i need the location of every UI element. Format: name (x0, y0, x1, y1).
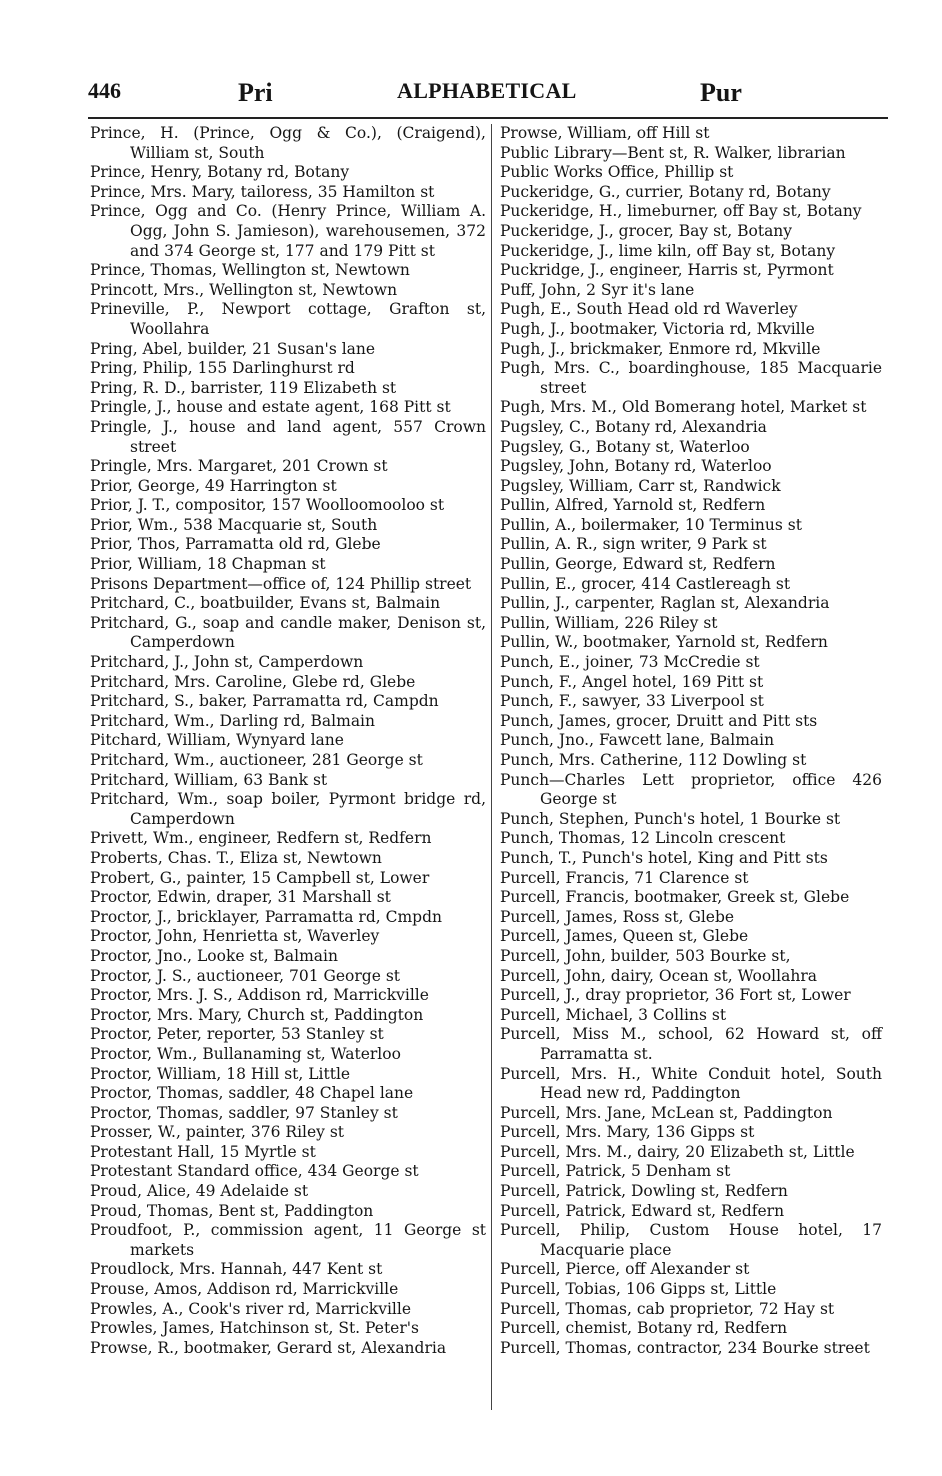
directory-entry: Pugsley, William, Carr st, Randwick (500, 476, 781, 495)
directory-entry: Pugsley, C., Botany rd, Alexandria (500, 417, 767, 436)
directory-entry: Prowse, R., bootmaker, Gerard st, Alexandria (90, 1338, 447, 1357)
directory-entry: Pritchard, Wm., auctioneer, 281 George st (90, 751, 423, 769)
directory-entry: Puckeridge, J., lime kiln, off Bay st, Botany (500, 241, 836, 260)
directory-entry: Pullin, A. R., sign writer, 9 Park st (500, 535, 767, 554)
directory-entry: Punch, T., Punch's hotel, King and Pitt sts (500, 848, 828, 867)
directory-entry: Proctor, Jno., Looke st, Balmain (90, 946, 338, 965)
directory-entry: Puff, John, 2 Syr it's lane (500, 280, 695, 299)
directory-entry: Prior, J. T., compositor, 157 Woolloomooloo st (90, 496, 445, 515)
directory-entry: Pritchard, C., boatbuilder, Evans st, Balmain (90, 594, 441, 613)
directory-entry: Prowles, James, Hatchinson st, St. Peter's (90, 1319, 419, 1338)
directory-entry: Prince, Henry, Botany rd, Botany (90, 163, 350, 182)
directory-entry: Proctor, John, Henrietta st, Waverley (90, 927, 380, 946)
directory-entry: Prior, William, 18 Chapman st (90, 555, 326, 574)
directory-entry: Prince, Mrs. Mary, tailoress, 35 Hamilton st (90, 182, 435, 201)
directory-entry: Prouse, Amos, Addison rd, Marrickville (90, 1280, 399, 1299)
directory-entry: Purcell, Francis, bootmaker, Greek st, Glebe (500, 888, 850, 907)
directory-entry: Punch, Thomas, 12 Lincoln crescent (500, 829, 786, 848)
directory-entry: Pullin, J., carpenter, Raglan st, Alexandria (500, 594, 830, 613)
page-title: ALPHABETICAL (397, 78, 577, 103)
directory-entry: Puckeridge, H., limeburner, off Bay st, Botany (500, 202, 862, 221)
directory-entry: Purcell, Patrick, Dowling st, Redfern (500, 1182, 788, 1201)
directory-entry: Proctor, Mrs. Mary, Church st, Paddington (90, 1005, 424, 1024)
directory-entry: Prior, Wm., 538 Macquarie st, South (90, 515, 378, 534)
directory-entry: Purcell, Mrs. H., White Conduit hotel, South Head new rd, Paddington (500, 1064, 882, 1103)
directory-entry: Pullin, A., boilermaker, 10 Terminus st (500, 515, 802, 534)
directory-entry: Pugsley, John, Botany rd, Waterloo (500, 457, 772, 476)
directory-entry: Punch—Charles Lett proprietor, office 426 George st (500, 770, 882, 809)
directory-entry: Pullin, E., grocer, 414 Castlereagh st (500, 574, 791, 593)
directory-entry: Prior, George, 49 Harrington st (90, 476, 337, 495)
directory-entry: Pritchard, Mrs. Caroline, Glebe rd, Glebe (90, 672, 416, 691)
directory-entry: Purcell, Mrs. Mary, 136 Gipps st (500, 1123, 755, 1142)
directory-entry: Proberts, Chas. T., Eliza st, Newtown (90, 848, 382, 867)
right-column (500, 124, 882, 1358)
directory-entry: Proctor, William, 18 Hill st, Little (90, 1064, 351, 1083)
directory-entry: Public Works Office, Phillip st (500, 163, 734, 182)
directory-entry: Puckeridge, G., currier, Botany rd, Botany (500, 182, 831, 201)
directory-entry: Pringle, J., house and land agent, 557 Crown street (90, 417, 486, 456)
page-number: 446 (88, 78, 121, 103)
header-rule (88, 117, 888, 119)
directory-entry: Purcell, Thomas, contractor, 234 Bourke street (500, 1338, 870, 1357)
directory-entry: Public Library—Bent st, R. Walker, librarian (500, 143, 846, 162)
directory-entry: Purcell, chemist, Botany rd, Redfern (500, 1319, 788, 1338)
directory-entry: Proudlock, Mrs. Hannah, 447 Kent st (90, 1260, 383, 1279)
directory-entry: Pritchard, William, 63 Bank st (90, 770, 328, 789)
directory-entry: Pullin, Alfred, Yarnold st, Redfern (500, 496, 766, 515)
left-column (90, 124, 486, 1358)
directory-entry: Pritchard, J., John st, Camperdown (90, 653, 364, 672)
directory-entry: Punch, E., joiner, 73 McCredie st (500, 653, 760, 672)
directory-entry: Pritchard, G., soap and candle maker, Denison st, Camperdown (90, 613, 486, 652)
directory-entry: Proctor, Edwin, draper, 31 Marshall st (90, 888, 391, 907)
directory-entry: Pugh, Mrs. M., Old Bomerang hotel, Market st (500, 398, 867, 417)
directory-entry: Purcell, J., dray proprietor, 36 Fort st, Lower (500, 986, 851, 1005)
directory-entry: Purcell, Francis, 71 Clarence st (500, 868, 749, 887)
directory-entry: Punch, James, grocer, Druitt and Pitt sts (500, 711, 818, 730)
right-guide-word: Pur (700, 78, 742, 107)
directory-entry: Pullin, William, 226 Riley st (500, 613, 718, 632)
directory-entry: Purcell, Pierce, off Alexander st (500, 1260, 750, 1279)
directory-entry: Pitchard, William, Wynyard lane (90, 731, 344, 750)
directory-entry: Protestant Hall, 15 Myrtle st (90, 1142, 316, 1161)
directory-entry: Purcell, Mrs. Jane, McLean st, Paddington (500, 1103, 833, 1122)
directory-entry: Pring, R. D., barrister, 119 Elizabeth st (90, 378, 397, 397)
directory-entry: Probert, G., painter, 15 Campbell st, Lower (90, 868, 430, 887)
directory-entry: Pullin, W., bootmaker, Yarnold st, Redfern (500, 633, 828, 652)
directory-entry: Pringle, J., house and estate agent, 168 Pitt st (90, 398, 451, 417)
directory-entry: Pullin, George, Edward st, Redfern (500, 555, 776, 574)
left-guide-word: Pri (238, 78, 273, 107)
directory-entry: Proctor, J., bricklayer, Parramatta rd, Cmpdn (90, 907, 442, 926)
directory-entry: Purcell, Patrick, Edward st, Redfern (500, 1201, 785, 1220)
directory-entry: Pugh, E., South Head old rd Waverley (500, 300, 798, 319)
directory-entry: Prineville, P., Newport cottage, Grafton st, Woollahra (90, 300, 486, 338)
directory-entry: Prince, Ogg and Co. (Henry Prince, William A. Ogg, John S. Jamieson), warehousemen, 372 and 374 George st, 177 and 179 Pitt st (90, 202, 486, 260)
directory-entry: Purcell, Patrick, 5 Denham st (500, 1162, 731, 1181)
directory-entry: Purcell, Mrs. M., dairy, 20 Elizabeth st, Little (500, 1142, 855, 1161)
directory-entry: Punch, Stephen, Punch's hotel, 1 Bourke st (500, 809, 841, 828)
directory-entry: Pritchard, S., baker, Parramatta rd, Campdn (90, 692, 439, 711)
directory-entry: Protestant Standard office, 434 George st (90, 1162, 419, 1181)
directory-entry: Punch, Mrs. Catherine, 112 Dowling st (500, 751, 807, 769)
directory-entry: Proud, Thomas, Bent st, Paddington (90, 1201, 374, 1220)
directory-entry: Prince, H. (Prince, Ogg & Co.), (Craigend), William st, South (90, 124, 486, 162)
directory-entry: Proctor, Peter, reporter, 53 Stanley st (90, 1025, 384, 1044)
directory-entry: Purcell, John, builder, 503 Bourke st, (500, 946, 791, 965)
directory-entry: Puckeridge, J., grocer, Bay st, Botany (500, 221, 793, 240)
directory-entry: Prowse, William, off Hill st (500, 124, 710, 142)
directory-entry: Princott, Mrs., Wellington st, Newtown (90, 280, 398, 299)
directory-entry: Pring, Abel, builder, 21 Susan's lane (90, 339, 376, 358)
column-divider (491, 124, 492, 1410)
directory-entry: Proctor, Wm., Bullanaming st, Waterloo (90, 1044, 401, 1063)
directory-entry: Proctor, Thomas, saddler, 97 Stanley st (90, 1103, 398, 1122)
directory-entry: Proctor, Thomas, saddler, 48 Chapel lane (90, 1084, 414, 1103)
directory-entry: Pugsley, G., Botany st, Waterloo (500, 437, 750, 456)
directory-entry: Purcell, Michael, 3 Collins st (500, 1005, 727, 1024)
directory-entry: Proud, Alice, 49 Adelaide st (90, 1182, 309, 1201)
directory-entry: Puckridge, J., engineer, Harris st, Pyrmont (500, 261, 834, 280)
directory-entry: Punch, Jno., Fawcett lane, Balmain (500, 731, 775, 750)
directory-entry: Purcell, Tobias, 106 Gipps st, Little (500, 1280, 777, 1299)
directory-entry: Punch, F., Angel hotel, 169 Pitt st (500, 672, 764, 691)
directory-entry: Purcell, Thomas, cab proprietor, 72 Hay st (500, 1299, 835, 1318)
directory-entry: Purcell, Miss M., school, 62 Howard st, off Parramatta st. (500, 1025, 882, 1063)
directory-entry: Pritchard, Wm., soap boiler, Pyrmont bridge rd, Camperdown (90, 790, 486, 828)
directory-entry: Proctor, Mrs. J. S., Addison rd, Marrickville (90, 986, 429, 1005)
directory-entry: Prince, Thomas, Wellington st, Newtown (90, 261, 410, 280)
directory-entry: Proudfoot, P., commission agent, 11 George st markets (90, 1221, 486, 1259)
directory-entry: Pritchard, Wm., Darling rd, Balmain (90, 711, 376, 730)
directory-entry: Punch, F., sawyer, 33 Liverpool st (500, 692, 764, 711)
directory-entry: Prowles, A., Cook's river rd, Marrickville (90, 1299, 411, 1318)
directory-entry: Pugh, J., brickmaker, Enmore rd, Mkville (500, 339, 821, 358)
directory-entry: Purcell, James, Queen st, Glebe (500, 927, 749, 946)
directory-entry: Pugh, Mrs. C., boardinghouse, 185 Macquarie street (500, 359, 882, 397)
directory-entry: Prosser, W., painter, 376 Riley st (90, 1123, 345, 1142)
directory-entry: Pring, Philip, 155 Darlinghurst rd (90, 359, 355, 378)
directory-entry: Pugh, J., bootmaker, Victoria rd, Mkville (500, 319, 815, 338)
directory-entry: Purcell, John, dairy, Ocean st, Woollahra (500, 966, 817, 985)
directory-entry: Prior, Thos, Parramatta old rd, Glebe (90, 535, 381, 554)
directory-entry: Purcell, Philip, Custom House hotel, 17 Macquarie place (500, 1221, 882, 1259)
directory-entry: Proctor, J. S., auctioneer, 701 George st (90, 966, 401, 985)
directory-entry: Prisons Department—office of, 124 Phillip street (90, 574, 472, 593)
directory-entry: Pringle, Mrs. Margaret, 201 Crown st (90, 457, 388, 476)
directory-entry: Purcell, James, Ross st, Glebe (500, 907, 735, 926)
directory-entry: Privett, Wm., engineer, Redfern st, Redfern (90, 829, 432, 848)
